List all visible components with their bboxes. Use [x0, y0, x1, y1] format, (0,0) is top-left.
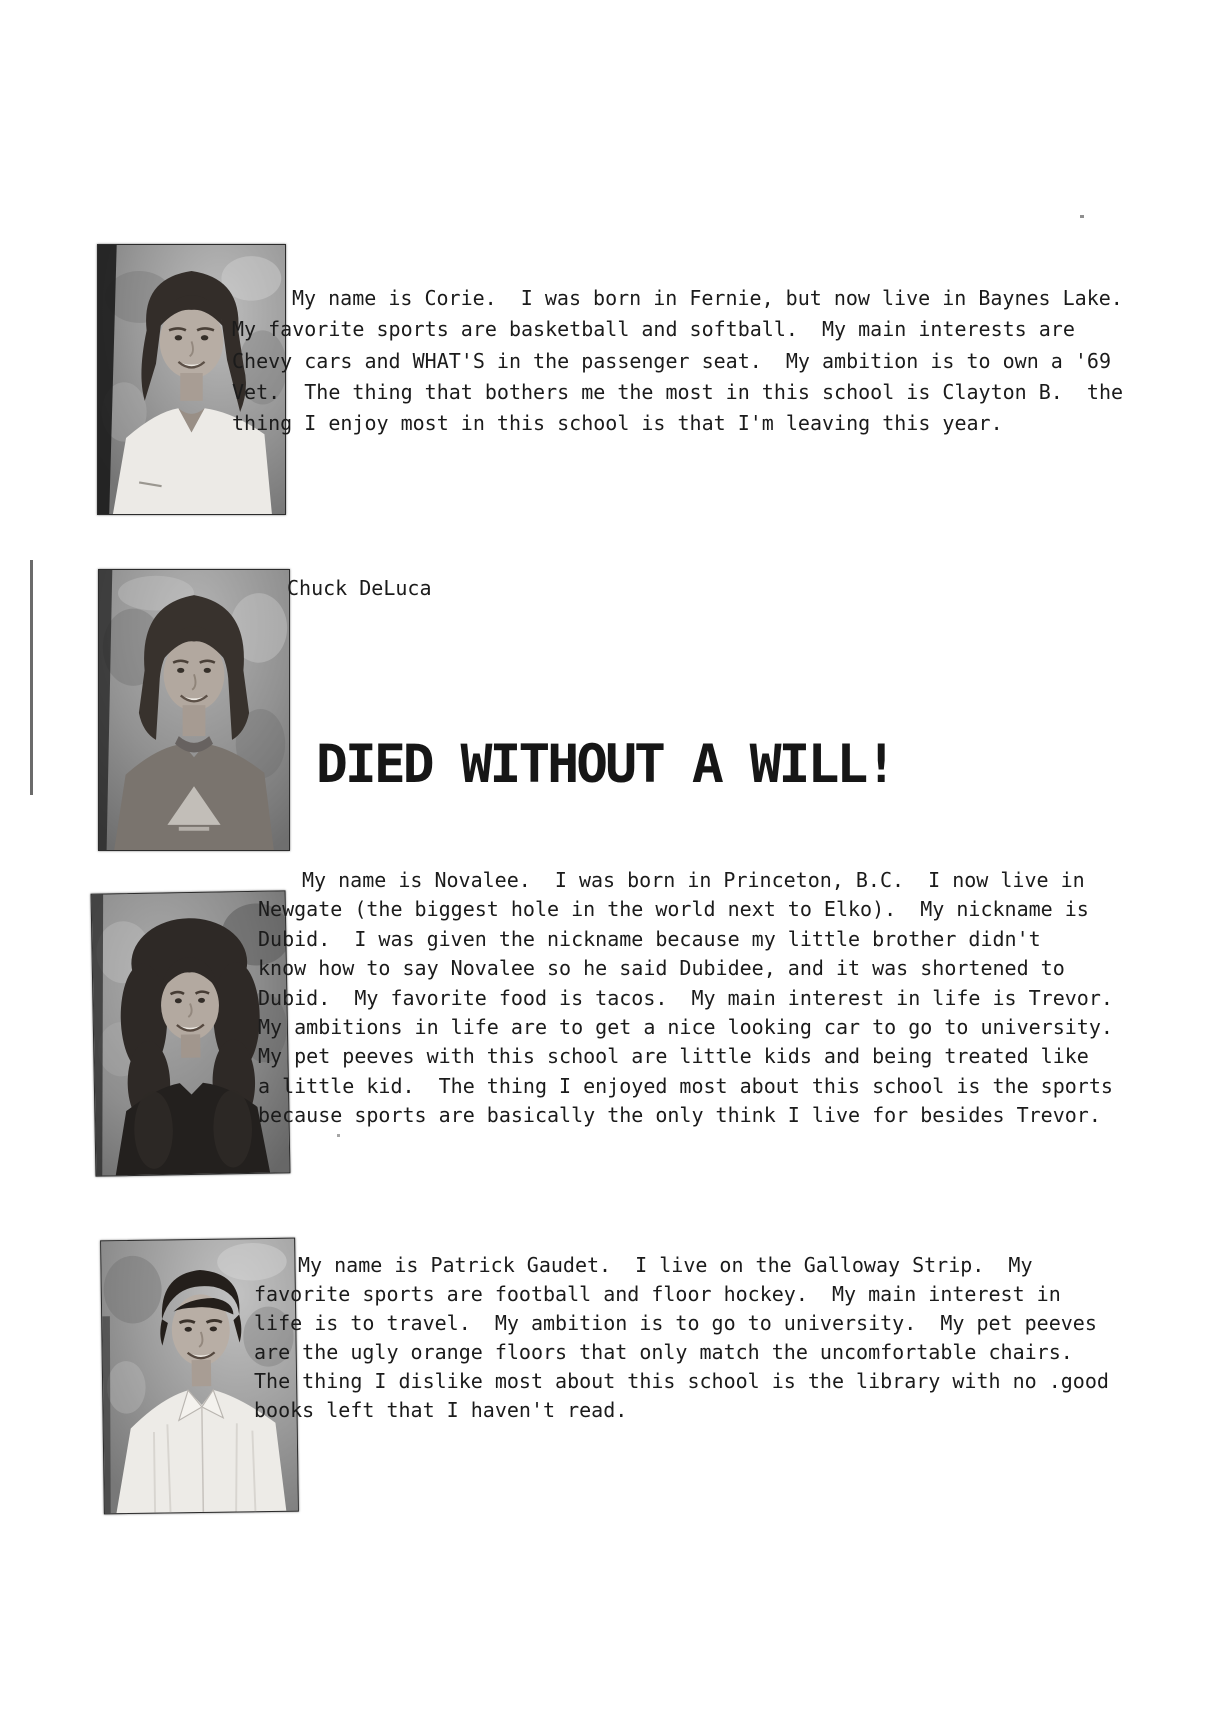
portrait-photo-chuck	[98, 569, 290, 851]
bio-line: know how to say Novalee so he said Dubidee, and it was shortened to	[258, 956, 1065, 981]
bio-line: a little kid. The thing I enjoyed most about this school is the sports	[258, 1073, 1113, 1098]
bio-line: My ambitions in life are to get a nice looking car to go to university.	[258, 1014, 1113, 1039]
died-without-a-will-headline: DIED WITHOUT A WILL!	[316, 733, 895, 795]
bio-line: Dubid. My favorite food is tacos. My main interest in life is Trevor.	[258, 985, 1113, 1010]
bio-line: Dubid. I was given the nickname because my little brother didn't	[258, 926, 1041, 951]
bio-line: The thing I dislike most about this school is the library with no .good	[254, 1369, 1109, 1393]
scan-speck	[1080, 215, 1084, 218]
bio-line: My name is Corie. I was born in Fernie, but now live in Baynes Lake.	[292, 286, 1123, 310]
bio-line: Vet. The thing that bothers me the most in this school is Clayton B. the	[232, 379, 1124, 404]
bio-line: Chevy cars and WHAT'S in the passenger seat. My ambition is to own a '69	[232, 348, 1111, 373]
bio-line: My favorite sports are basketball and softball. My main interests are	[232, 317, 1075, 342]
bio-text-novalee	[258, 866, 1113, 1131]
bio-line: favorite sports are football and floor hockey. My main interest in	[254, 1282, 1061, 1306]
scan-speck	[337, 1134, 340, 1137]
bio-line: thing I enjoy most in this school is that I'm leaving this year.	[232, 411, 1003, 436]
portrait-illustration	[99, 570, 289, 850]
bio-line: My pet peeves with this school are little kids and being treated like	[258, 1044, 1089, 1069]
student-name-label: Chuck DeLuca	[287, 576, 432, 600]
scan-gutter-shadow	[30, 560, 33, 795]
bio-text-patrick	[254, 1251, 1109, 1425]
bio-line: are the ugly orange floors that only match the uncomfortable chairs.	[254, 1340, 1073, 1364]
bio-line: books left that I haven't read.	[254, 1398, 628, 1422]
bio-line: My name is Patrick Gaudet. I live on the Galloway Strip. My	[298, 1253, 1033, 1277]
bio-line: My name is Novalee. I was born in Princeton, B.C. I now live in	[302, 868, 1085, 892]
bio-line: life is to travel. My ambition is to go to university. My pet peeves	[254, 1311, 1097, 1335]
bio-text-corie	[232, 283, 1123, 439]
bio-line: Newgate (the biggest hole in the world next to Elko). My nickname is	[258, 897, 1089, 922]
bio-line: because sports are basically the only think I live for besides Trevor.	[258, 1103, 1101, 1128]
